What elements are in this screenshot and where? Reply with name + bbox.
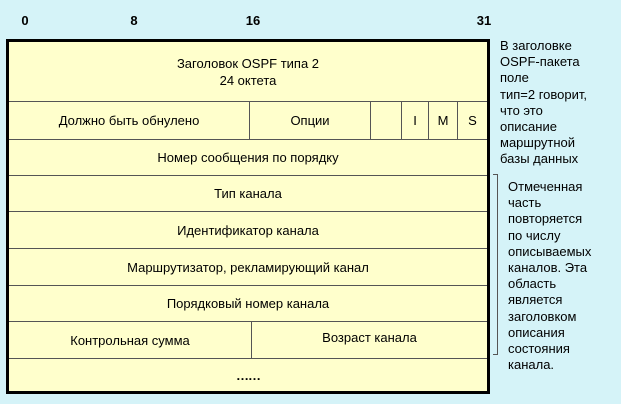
note-line: базы данных [500, 151, 579, 167]
flag-s-field [458, 102, 487, 139]
sequence-number-field [9, 140, 487, 175]
note-line: что это [500, 102, 543, 118]
note-line: область [508, 276, 557, 292]
repeated-section-bracket [493, 174, 498, 355]
bit-label-0: 0 [21, 13, 29, 28]
continuation-label: …… [236, 367, 260, 383]
bit-label-16: 16 [245, 13, 261, 28]
note-repeated-section [508, 179, 591, 373]
note-line: тип=2 говорит, [500, 86, 587, 102]
flag-m-label: M [437, 113, 449, 128]
continuation-dots [9, 359, 487, 391]
note-line: является [508, 292, 563, 308]
note-line: описание [500, 119, 557, 135]
note-line: маршрутной [500, 135, 576, 151]
note-line: Отмеченная [508, 179, 583, 194]
link-type-field [9, 176, 487, 211]
flag-i-field [402, 102, 429, 139]
link-sequence-field [9, 286, 487, 321]
note-line: описываемых [508, 243, 592, 259]
note-line: описания [508, 324, 565, 340]
note-line: каналов. Эта [508, 260, 588, 276]
link-sequence-label: Порядковый номер канала [166, 296, 330, 311]
link-type-label: Тип канала [214, 186, 282, 201]
link-age-label: Возраст канала [322, 330, 417, 345]
ospf-header-size: 24 октета [219, 72, 277, 88]
reserved-bits-field [371, 102, 402, 139]
link-id-row [9, 212, 487, 249]
note-line: по числу [508, 227, 561, 243]
flag-m-field [429, 102, 458, 139]
packet-format-diagram [6, 39, 490, 394]
must-be-zero-field [9, 102, 250, 139]
checksum-label: Контрольная сумма [70, 332, 190, 348]
advertising-router-row [9, 249, 487, 286]
bit-label-31: 31 [476, 13, 492, 28]
checksum-field [9, 322, 252, 358]
ospf-header-row [9, 42, 487, 102]
must-be-zero-label: Должно быть обнулено [58, 113, 200, 128]
bit-label-8: 8 [130, 13, 138, 28]
sequence-number-row [9, 140, 487, 176]
flag-i-label: I [413, 113, 417, 128]
note-line: поле [500, 70, 529, 86]
sequence-number-label: Номер сообщения по порядку [157, 150, 339, 165]
link-type-row [9, 176, 487, 212]
link-id-field [9, 212, 487, 248]
note-type2-explanation [500, 38, 587, 168]
advertising-router-label: Маршрутизатор, рекламирующий канал [127, 259, 369, 275]
note-line: часть [508, 195, 542, 211]
link-id-label: Идентификатор канала [177, 222, 319, 238]
note-line: В заголовке [500, 38, 572, 53]
note-line: заголовком [508, 308, 577, 324]
link-sequence-row [9, 286, 487, 322]
note-line: канала. [508, 357, 555, 373]
note-line: OSPF-пакета [500, 54, 580, 70]
note-line: повторяется [508, 211, 583, 227]
options-label: Опции [290, 113, 330, 128]
continuation-row [9, 359, 487, 391]
link-age-field [252, 322, 487, 358]
advertising-router-field [9, 249, 487, 285]
options-field [250, 102, 371, 139]
options-row [9, 102, 487, 140]
checksum-age-row [9, 322, 487, 359]
ospf-header-title: Заголовок OSPF типа 2 [176, 55, 320, 71]
note-line: состояния [508, 341, 570, 357]
ospf-header-field [9, 42, 487, 101]
flag-s-label: S [468, 113, 477, 128]
